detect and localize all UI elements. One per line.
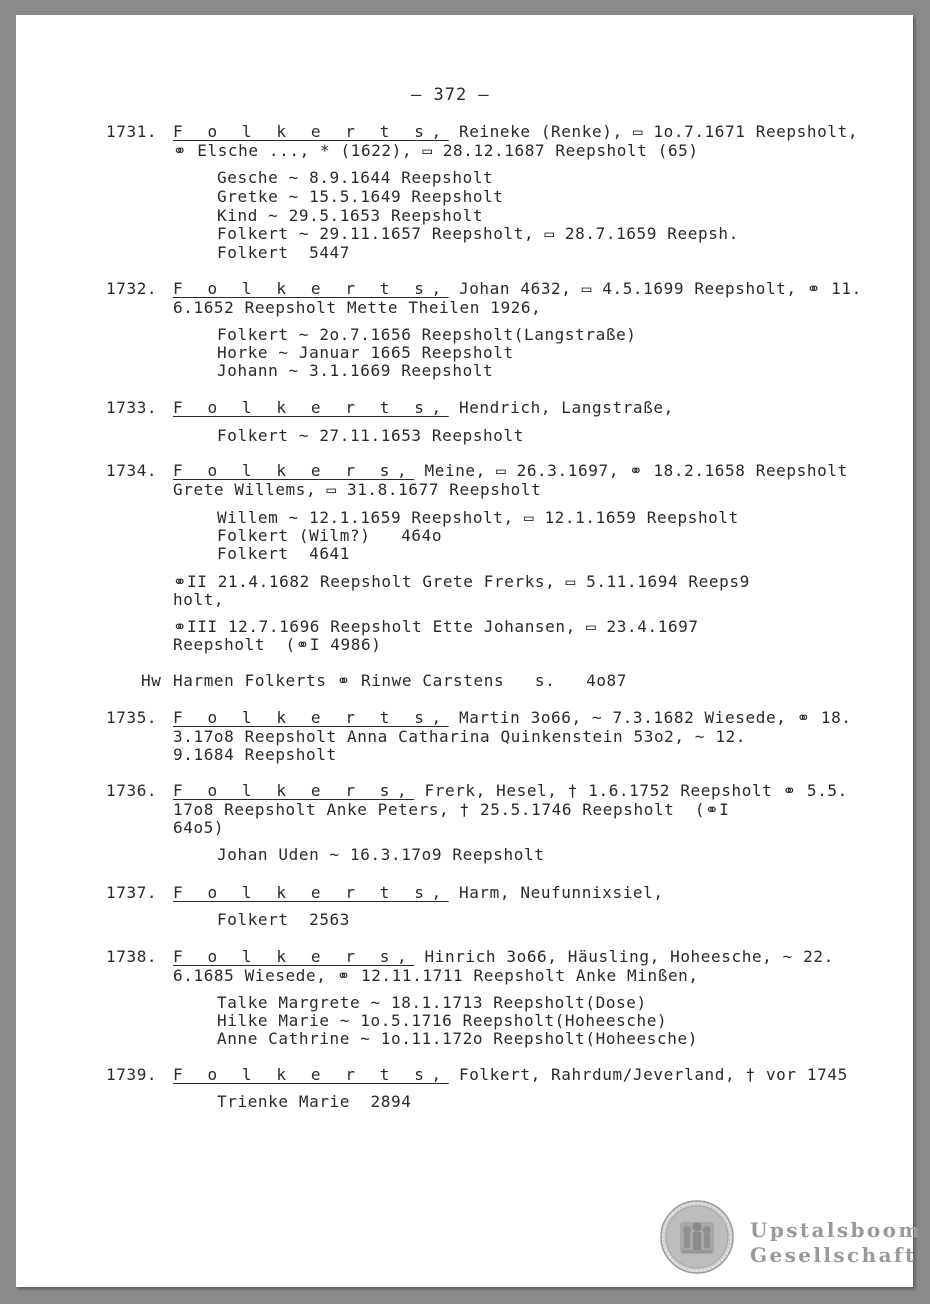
entry-prefix: Hw	[141, 671, 162, 690]
surname: F o l k e r t s,	[173, 708, 449, 727]
heading-rest: Reineke (Renke), ▭ 1o.7.1671 Reepsholt,	[448, 122, 859, 141]
entry-number: 1737.	[106, 883, 158, 902]
child-line: Anne Cathrine ~ 1o.11.172o Reepsholt(Hoheesche)	[217, 1029, 698, 1048]
heading-rest: Hendrich, Langstraße,	[448, 398, 674, 417]
surname: F o l k e r s,	[173, 781, 415, 800]
logo-text-line1: Upstalsboom	[750, 1218, 922, 1242]
child-line: Gretke ~ 15.5.1649 Reepsholt	[217, 187, 504, 206]
document-page	[16, 15, 913, 1287]
entry-heading	[173, 948, 834, 966]
entry-heading	[173, 1066, 848, 1084]
child-line: Folkert 4641	[217, 544, 351, 563]
marriage-line: ⚭II 21.4.1682 Reepsholt Grete Frerks, ▭ 5.11.1694 Reeps9	[173, 572, 750, 591]
entry-number: 1735.	[106, 708, 158, 727]
entry-number: 1734.	[106, 461, 158, 480]
entry-line: 17o8 Reepsholt Anke Peters, † 25.5.1746 Reepsholt (⚭I	[173, 800, 730, 819]
heading-rest: Folkert, Rahrdum/Jeverland, † vor 1745	[448, 1065, 848, 1084]
child-line: Folkert 2563	[217, 910, 351, 929]
entry-number: 1738.	[106, 947, 158, 966]
entry-number: 1731.	[106, 122, 158, 141]
marriage-line: holt,	[173, 590, 225, 609]
child-line: Folkert ~ 29.11.1657 Reepsholt, ▭ 28.7.1659 Reepsh.	[217, 224, 739, 243]
surname: F o l k e r t s,	[173, 279, 449, 298]
entry-number: 1733.	[106, 398, 158, 417]
child-line: Kind ~ 29.5.1653 Reepsholt	[217, 206, 484, 225]
heading-rest: Harm, Neufunnixsiel,	[448, 883, 664, 902]
child-line: Folkert 5447	[217, 243, 351, 262]
entry-line: 6.1685 Wiesede, ⚭ 12.11.1711 Reepsholt Anke Minßen,	[173, 966, 699, 985]
child-line: Johann ~ 3.1.1669 Reepsholt	[217, 361, 494, 380]
entry-heading	[173, 399, 674, 417]
entry-line: 3.17o8 Reepsholt Anna Catharina Quinkenstein 53o2, ~ 12.	[173, 727, 747, 746]
heading-rest: Johan 4632, ▭ 4.5.1699 Reepsholt, ⚭ 11.	[448, 279, 862, 298]
child-line: Trienke Marie 2894	[217, 1092, 412, 1111]
surname: F o l k e r s,	[173, 461, 415, 480]
child-line: Gesche ~ 8.9.1644 Reepsholt	[217, 168, 494, 187]
page-number: – 372 –	[411, 85, 490, 105]
child-line: Johan Uden ~ 16.3.17o9 Reepsholt	[217, 845, 545, 864]
surname: F o l k e r t s,	[173, 1065, 449, 1084]
entry-heading	[173, 123, 858, 141]
surname: F o l k e r t s,	[173, 122, 449, 141]
heading-rest: Meine, ▭ 26.3.1697, ⚭ 18.2.1658 Reepsholt	[414, 461, 848, 480]
entry-line: Harmen Folkerts ⚭ Rinwe Carstens s. 4o87	[173, 671, 628, 690]
entry-number: 1739.	[106, 1065, 158, 1084]
entry-line: Grete Willems, ▭ 31.8.1677 Reepsholt	[173, 480, 542, 499]
entry-line: ⚭ Elsche ..., * (1622), ▭ 28.12.1687 Reepsholt (65)	[173, 141, 699, 160]
child-line: Folkert ~ 27.11.1653 Reepsholt	[217, 426, 524, 445]
entry-heading	[173, 462, 848, 480]
entry-heading	[173, 709, 852, 727]
upstalsboom-seal-logo	[660, 1200, 734, 1274]
entry-number: 1732.	[106, 279, 158, 298]
entry-line: 64o5)	[173, 818, 225, 837]
surname: F o l k e r s,	[173, 947, 415, 966]
logo-text-line2: Gesellschaft	[750, 1243, 917, 1267]
entry-heading	[173, 884, 664, 902]
heading-rest: Frerk, Hesel, † 1.6.1752 Reepsholt ⚭ 5.5.	[414, 781, 848, 800]
heading-rest: Martin 3o66, ~ 7.3.1682 Wiesede, ⚭ 18.	[448, 708, 852, 727]
entry-number: 1736.	[106, 781, 158, 800]
child-line: Hilke Marie ~ 1o.5.1716 Reepsholt(Hoheesche)	[217, 1011, 668, 1030]
marriage-line: Reepsholt (⚭I 4986)	[173, 635, 382, 654]
child-line: Folkert ~ 2o.7.1656 Reepsholt(Langstraße)	[217, 325, 637, 344]
surname: F o l k e r t s,	[173, 883, 449, 902]
child-line: Folkert (Wilm?) 464o	[217, 526, 443, 545]
entry-line: 6.1652 Reepsholt Mette Theilen 1926,	[173, 298, 542, 317]
surname: F o l k e r t s,	[173, 398, 449, 417]
entry-heading	[173, 782, 848, 800]
entry-line: 9.1684 Reepsholt	[173, 745, 337, 764]
child-line: Horke ~ Januar 1665 Reepsholt	[217, 343, 514, 362]
marriage-line: ⚭III 12.7.1696 Reepsholt Ette Johansen, ▭ 23.4.1697	[173, 617, 699, 636]
child-line: Talke Margrete ~ 18.1.1713 Reepsholt(Dose)	[217, 993, 647, 1012]
entry-heading	[173, 280, 862, 298]
heading-rest: Hinrich 3o66, Häusling, Hoheesche, ~ 22.	[414, 947, 834, 966]
child-line: Willem ~ 12.1.1659 Reepsholt, ▭ 12.1.1659 Reepsholt	[217, 508, 739, 527]
